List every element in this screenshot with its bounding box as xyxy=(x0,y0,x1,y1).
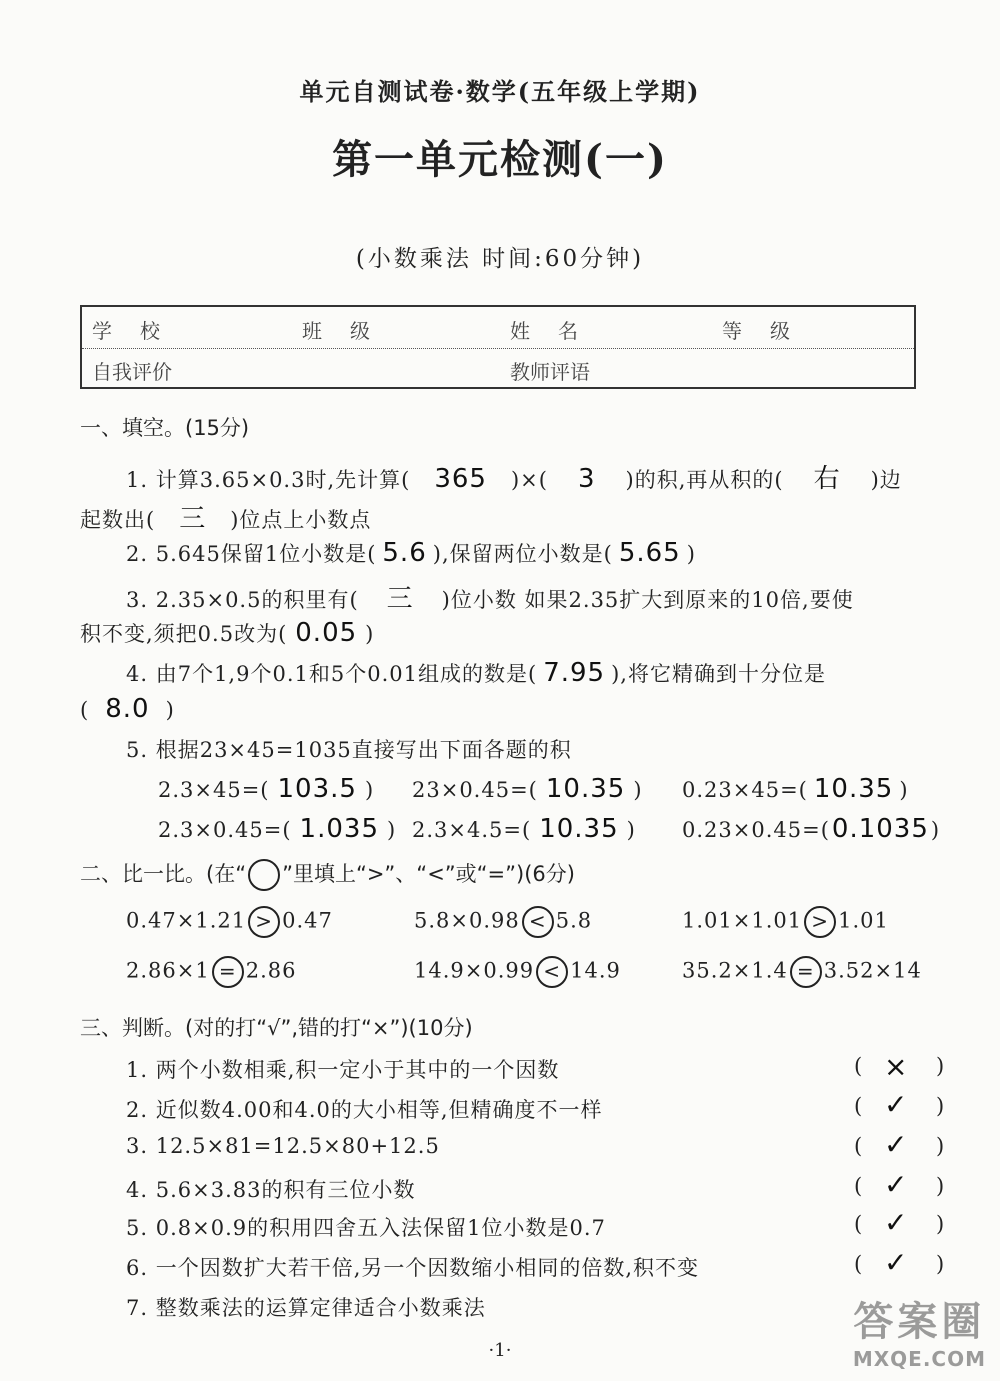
q5-close: ) xyxy=(364,778,375,802)
q4-answer-2: 8.0 xyxy=(105,694,150,724)
q5-answer: 1.035 xyxy=(299,814,379,844)
judge-item-3: 3. 12.5×81=12.5×80+12.5 xyxy=(126,1134,440,1158)
name-label: 姓 名 xyxy=(510,319,582,343)
section2-heading-b: ”里填上“>”、“<”或“=”)(6分) xyxy=(282,862,575,886)
q5-expr: 23×0.45=( xyxy=(412,778,538,802)
judge-mark-check-icon: ✓ xyxy=(884,1206,908,1239)
q4-answer-1: 7.95 xyxy=(543,658,606,688)
watermark-url: MXQE.COM xyxy=(852,1347,986,1371)
q5-expr: 2.3×4.5=( xyxy=(412,818,532,842)
q5-close: ) xyxy=(633,778,643,802)
q5-expr: 2.3×0.45=( xyxy=(158,818,292,842)
judge-item-2: 2. 近似数4.00和4.0的大小相等,但精确度不一样 xyxy=(126,1098,603,1122)
judge-paren-open: ( xyxy=(854,1054,863,1078)
question-2 xyxy=(126,538,696,568)
judge-item-4: 4. 5.6×3.83的积有三位小数 xyxy=(126,1178,416,1202)
judge-item-5: 5. 0.8×0.9的积用四舍五入法保留1位小数是0.7 xyxy=(126,1216,606,1240)
school-label: 学 校 xyxy=(92,319,164,343)
judge-paren-open: ( xyxy=(854,1212,863,1236)
q5-item-3 xyxy=(682,774,909,804)
grade-label: 等 级 xyxy=(722,319,794,343)
page-number: ·1· xyxy=(488,1340,512,1361)
q5-answer: 103.5 xyxy=(277,774,357,804)
q5-close: ) xyxy=(626,818,636,842)
q1-text-c: )的积,再从积的( xyxy=(625,468,784,492)
section1-heading: 一、填空。(15分) xyxy=(80,416,250,440)
q5-item-4 xyxy=(158,814,396,844)
q5-close: ) xyxy=(899,778,909,802)
q5-item-5 xyxy=(412,814,636,844)
q4-text-b: ),将它精确到十分位是 xyxy=(611,662,826,686)
question-3-line-2 xyxy=(80,618,374,648)
watermark-main: 答案圈 xyxy=(853,1299,986,1345)
compare-sign: < xyxy=(536,956,568,988)
compare-sign: = xyxy=(790,956,822,988)
page-title: 第一单元检测(一) xyxy=(332,136,668,183)
question-3-line-1 xyxy=(126,578,854,615)
q5-expr: 2.3×45=( xyxy=(158,778,270,802)
page-subtitle: (小数乘法 时间:60分钟) xyxy=(355,246,645,272)
q2-text-b: ),保留两位小数是( xyxy=(432,542,613,566)
compare-item-3 xyxy=(682,906,889,938)
student-info-box xyxy=(80,305,916,389)
section2-heading-a: 二、比一比。(在“ xyxy=(80,862,247,886)
q5-close: ) xyxy=(930,818,941,842)
judge-mark-cross-icon: × xyxy=(884,1050,908,1083)
q2-text-c: ) xyxy=(686,542,696,566)
compare-left: 5.8×0.98 xyxy=(414,908,520,933)
q4-text-a: 4. 由7个1,9个0.1和5个0.01组成的数是( xyxy=(126,662,538,686)
judge-mark-check-icon: ✓ xyxy=(884,1128,908,1161)
q3-text-b: )位小数 如果2.35扩大到原来的10倍,要使 xyxy=(441,588,854,612)
judge-paren-close: ) xyxy=(936,1094,945,1118)
watermark-logo xyxy=(853,1290,986,1371)
q5-answer: 10.35 xyxy=(545,774,626,804)
compare-sign: > xyxy=(248,906,280,938)
judge-mark-check-icon: ✓ xyxy=(884,1246,908,1279)
q1-text-a: 1. 计算3.65×0.3时,先计算( xyxy=(126,468,411,492)
q3-text-d: ) xyxy=(365,622,375,646)
q1-answer-4: 三 xyxy=(179,504,207,534)
q5-answer: 10.35 xyxy=(813,774,894,804)
q5-item-2 xyxy=(412,774,643,804)
judge-item-1: 1. 两个小数相乘,积一定小于其中的一个因数 xyxy=(126,1058,560,1082)
judge-paren-open: ( xyxy=(854,1134,863,1158)
q5-close: ) xyxy=(386,818,397,842)
q3-text-a: 3. 2.35×0.5的积里有( xyxy=(126,588,359,612)
section2-heading xyxy=(80,858,575,891)
class-label: 班 级 xyxy=(302,319,374,343)
judge-mark-check-icon: ✓ xyxy=(884,1088,908,1121)
q4-text-c: ( xyxy=(80,698,90,722)
compare-right: 14.9 xyxy=(570,958,621,983)
judge-mark-check-icon: ✓ xyxy=(884,1168,908,1201)
q3-answer-2: 0.05 xyxy=(295,618,358,648)
info-row-2 xyxy=(82,348,914,389)
compare-right: 2.86 xyxy=(245,958,297,983)
judge-paren-close: ) xyxy=(936,1054,945,1078)
q1-answer-2: 3 xyxy=(577,464,596,494)
question-4-line-1 xyxy=(126,658,826,688)
question-5-intro: 5. 根据23×45=1035直接写出下面各题的积 xyxy=(126,738,572,762)
q5-expr: 0.23×0.45=( xyxy=(682,818,830,842)
teacher-eval-label: 教师评语 xyxy=(510,360,590,384)
compare-sign: = xyxy=(212,956,244,988)
q2-answer-1: 5.6 xyxy=(382,538,427,568)
compare-left: 35.2×1.4 xyxy=(682,958,788,983)
compare-item-2 xyxy=(414,906,592,938)
q5-answer: 10.35 xyxy=(539,814,619,844)
q3-answer-1: 三 xyxy=(386,584,414,614)
compare-item-6 xyxy=(682,956,922,988)
judge-paren-close: ) xyxy=(936,1212,945,1236)
judge-paren-close: ) xyxy=(936,1174,945,1198)
self-eval-label: 自我评价 xyxy=(92,360,172,384)
judge-paren-close: ) xyxy=(936,1252,945,1276)
compare-left: 0.47×1.21 xyxy=(126,908,247,933)
compare-right: 0.47 xyxy=(282,908,333,933)
question-1-line-2 xyxy=(80,498,371,535)
q1-text-b: )×( xyxy=(510,468,548,492)
q1-answer-1: 365 xyxy=(434,464,487,494)
q5-item-1 xyxy=(158,774,374,804)
compare-left: 14.9×0.99 xyxy=(414,958,535,983)
judge-item-6: 6. 一个因数扩大若干倍,另一个因数缩小相同的倍数,积不变 xyxy=(126,1256,700,1280)
q2-text-a: 2. 5.645保留1位小数是( xyxy=(126,542,377,566)
compare-sign: < xyxy=(522,906,554,938)
info-row-1 xyxy=(82,307,914,349)
compare-left: 2.86×1 xyxy=(126,958,210,983)
section3-heading: 三、判断。(对的打“√”,错的打“×”)(10分) xyxy=(80,1016,473,1040)
q2-answer-2: 5.65 xyxy=(618,538,681,568)
judge-paren-open: ( xyxy=(854,1174,863,1198)
q5-answer: 0.1035 xyxy=(831,814,929,844)
q1-answer-3: 右 xyxy=(813,464,841,494)
blank-circle-icon xyxy=(248,859,280,891)
compare-right: 1.01 xyxy=(838,908,889,933)
compare-left: 1.01×1.01 xyxy=(682,908,803,933)
compare-item-1 xyxy=(126,906,333,938)
q5-expr: 0.23×45=( xyxy=(682,778,808,802)
judge-item-7: 7. 整数乘法的运算定律适合小数乘法 xyxy=(126,1296,486,1320)
compare-right: 3.52×14 xyxy=(823,958,922,983)
q1-text-d: )边 xyxy=(870,468,902,492)
judge-paren-open: ( xyxy=(854,1094,863,1118)
compare-right: 5.8 xyxy=(555,908,593,933)
q4-text-d: ) xyxy=(165,698,175,722)
compare-sign: > xyxy=(804,906,836,938)
compare-item-4 xyxy=(126,956,296,988)
q3-text-c: 积不变,须把0.5改为( xyxy=(80,622,288,646)
q1-text-e: 起数出( xyxy=(80,508,156,532)
judge-paren-close: ) xyxy=(936,1134,945,1158)
series-title: 单元自测试卷·数学(五年级上学期) xyxy=(299,77,701,106)
question-1-line-1 xyxy=(126,458,902,495)
q1-text-f: )位点上小数点 xyxy=(230,508,372,532)
judge-paren-open: ( xyxy=(854,1252,863,1276)
compare-item-5 xyxy=(414,956,621,988)
q5-item-6 xyxy=(682,814,940,844)
question-4-line-2 xyxy=(80,694,175,724)
